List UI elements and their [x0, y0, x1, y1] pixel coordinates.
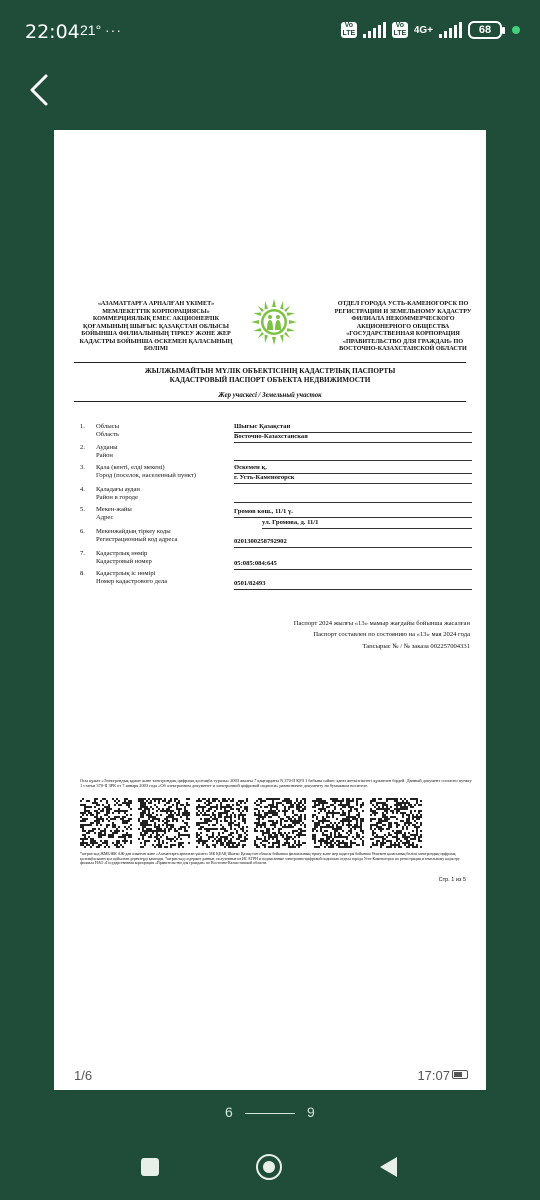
status-icons: [341, 21, 520, 39]
battery-icon: 68: [468, 21, 502, 39]
title-ru: КАДАСТРОВЫЙ ПАСПОРТ ОБЪЕКТА НЕДВИЖИМОСТИ: [169, 375, 371, 384]
status-temperature: 21°: [80, 22, 102, 38]
field-value: 0501/82493: [234, 580, 472, 590]
field-value: ул. Громова, д. 11/1: [262, 519, 472, 529]
signal-icon-2: [439, 22, 462, 38]
field-value: 0201300258792902: [234, 538, 472, 548]
document-subtitle: Жер учаскесі / Земельный участок: [74, 392, 466, 402]
pager-total: 9: [307, 1104, 315, 1120]
image-pager: [0, 1104, 540, 1124]
field-value: Громов көш., 11/1 ү.: [234, 508, 472, 518]
chevron-left-icon: [22, 70, 62, 110]
field-value: Восточно-Казахстанская: [234, 433, 472, 443]
pager-current: 6: [225, 1104, 233, 1120]
volte-icon: Vo LTE: [342, 22, 356, 37]
volte-icon-2: Vo LTE: [393, 22, 407, 37]
qr-code-icon: [370, 798, 422, 848]
home-button[interactable]: [256, 1154, 282, 1180]
back-button[interactable]: [22, 70, 62, 110]
qr-code-icon: [80, 798, 132, 848]
emblem-logo-icon: [250, 298, 298, 346]
barcode-row: [80, 798, 422, 848]
system-nav-bar: [0, 1140, 540, 1196]
viewer-time: 17:07: [417, 1068, 450, 1083]
field-value: Шығыс Қазақстан: [234, 423, 472, 433]
network-type: 4G+: [413, 24, 433, 36]
document-page[interactable]: «АЗАМАТТАРҒА АРНАЛҒАН ҮКІМЕТ» МЕМЛЕКЕТТІК КОРПОРАЦИЯСЫ» КОММЕРЦИЯЛЫҚ ЕМЕС АКЦИОНЕРЛІК ҚОҒАМЫНЫҢ ШЫҒЫС ҚАЗАҚСТАН ОБЛЫСЫ БОЙЫНША ФИЛИАЛЫНЫҢ ТІРКЕУ ЖӘНЕ ЖЕР КАДАСТРЫ БОЙЫНША ӨСКЕМЕН ҚАЛАСЫНЫҢ БӨЛІМІ ОТДЕЛ ГОРОДА УСТЬ-КАМЕНОГОРСК ПО РЕГИСТРАЦИИ И ЗЕМЕЛЬНОМУ КАДАСТРУ ФИЛИАЛА НЕКОММЕРЧЕСКОГО АКЦИОНЕРНОГО ОБЩЕСТВА «ГОСУДАРСТВЕННАЯ КОРПОРАЦИЯ «ПРАВИТЕЛЬСТВО ДЛЯ ГРАЖДАН» ПО ВОСТОЧНО-КАЗАХСТАНСКОЙ ОБЛАСТИ ЖЫЛЖЫМАЙТЫН МҮЛІК ОБЪЕКТІСІНІҢ КАДАСТРЛЫҚ ПАСПОРТЫ КАДАСТРОВЫЙ ПАСПОРТ ОБЪЕКТА НЕДВИЖИМОСТИ Жер учаскесі / Земельный участок 1. Облысы Область Шығыс Қазақстан Восточно-Казахстанская 2. Ауданы Район 3. Қала (кенті, елді мекені) Город (поселок, населенный пункт) Өскемен қ. г. Усть-Каменогорск 4. Қаладағы аудан Район в городе 5. Мекен-жайы Адрес Громов көш., 11/1 ү. ул. Громова, д. 11/1 6. Мекенжайдың тіркеу коды Регистрационный код адреса 0201300258792902 7. Кадастрлық нөмір Кадастровый номер 05:085:084:645 8. Кадастрлық іс нөмірі Номер кадастрового дела 0501/82493 Паспорт 2024 жылғы «13» мамыр жағдайы бойынша жасалған Паспорт составлен по состоянию на «13» мая 2024 года Тапсырыс № / № заказа 002257004331 Осы құжат «Электрондық құжат және электрондық цифрлық қолтаңба туралы» 2003 жылғы 7 қаңтардағы N 370-II ҚРЗ 1 бабына сәйкес қағаз жеткізгіштегі құжатпен бірдей. Данный документ согласно пункту 1 статьи 370-II ЗРК от 7 января 2003 года «Об электронном документе и электронной цифровой подписи» равнозначен документу на бумажном носителе. *штрих-код ЖМБ/ЖК АЖ-дан алынған және «Азаматтарға арналған үкімет» МК ҚЕАҚ Шығыс Қазақстан облысы бойынша филиалының тіркеу және жер кадастры бойынша Өскемен қаласының бөлімі электрондық-цифрлық қолтаңбасымен қол қойылған деректерді қамтиды. *штрих-код содержит данные, полученные из ИС ЕГРН и подписанные электронно-цифровой подписью отдела города Усть-Каменогорск по регистрации и земельному кадастру филиала НАО «Государственная корпорация «Правительство для граждан» по Восточно-Казахстанской области. Стр. 1 из 5 1/6 17:07: [54, 130, 486, 1090]
home-icon: [263, 1161, 275, 1173]
field-value: Өскемен қ.: [234, 464, 472, 474]
qr-code-icon: [254, 798, 306, 848]
qr-code-icon: [312, 798, 364, 848]
order-number: Тапсырыс № / № заказа 002257004331: [362, 643, 470, 650]
legal-notice: Осы құжат «Электрондық құжат және электрондық цифрлық қолтаңба туралы» 2003 жылғы 7 қаңтардағы N 370-II ҚРЗ 1 бабына сәйкес қағаз жеткізгіштегі құжатпен бірдей. Данный документ согласно пункту 1 статьи 370-II ЗРК от 7 января 2003 года «Об электронном документе и электронной цифровой подписи» равнозначен документу на бумажном носителе.: [80, 778, 472, 789]
signal-icon: [363, 22, 386, 38]
status-bar: [0, 0, 540, 64]
privacy-indicator-icon: [512, 26, 520, 34]
header-left: «АЗАМАТТАРҒА АРНАЛҒАН ҮКІМЕТ» МЕМЛЕКЕТТІК КОРПОРАЦИЯСЫ» КОММЕРЦИЯЛЫҚ ЕМЕС АКЦИОНЕРЛІК ҚОҒАМЫНЫҢ ШЫҒЫС ҚАЗАҚСТАН ОБЛЫСЫ БОЙЫНША ФИЛИАЛЫНЫҢ ТІРКЕУ ЖӘНЕ ЖЕР КАДАСТРЫ БОЙЫНША ӨСКЕМЕН ҚАЛАСЫНЫҢ БӨЛІМІ: [79, 300, 233, 352]
status-overflow-icon: ···: [105, 22, 122, 38]
viewer-battery-icon: [452, 1070, 468, 1079]
pager-divider: [245, 1113, 295, 1114]
field-value: г. Усть-Каменогорск: [234, 474, 472, 484]
statement-ru: Паспорт составлен по состоянию на «13» мая 2024 года: [313, 631, 470, 638]
qr-code-icon: [196, 798, 248, 848]
document-title: [74, 362, 466, 384]
nav-back-button[interactable]: [380, 1157, 397, 1177]
barcode-notice: *штрих-код ЖМБ/ЖК АЖ-дан алынған және «Азаматтарға арналған үкімет» МК ҚЕАҚ Шығыс Қазақстан облысы бойынша филиалының тіркеу және жер кадастры бойынша Өскемен қаласының бөлімі электрондық-цифрлық қолтаңбасымен қол қойылған деректерді қамтиды. *штрих-код содержит данные, полученные из ИС ЕГРН и подписанные электронно-цифровой подписью отдела города Усть-Каменогорск по регистрации и земельному кадастру филиала НАО «Государственная корпорация «Правительство для граждан» по Восточно-Казахстанской области.: [80, 852, 460, 866]
title-kz: ЖЫЛЖЫМАЙТЫН МҮЛІК ОБЪЕКТІСІНІҢ КАДАСТРЛЫҚ ПАСПОРТЫ: [144, 367, 396, 375]
status-time: 22:04: [25, 21, 80, 43]
qr-code-icon: [138, 798, 190, 848]
field-value: 05:085:084:645: [234, 560, 472, 570]
recent-apps-button[interactable]: [141, 1158, 159, 1176]
header-right: ОТДЕЛ ГОРОДА УСТЬ-КАМЕНОГОРСК ПО РЕГИСТРАЦИИ И ЗЕМЕЛЬНОМУ КАДАСТРУ ФИЛИАЛА НЕКОММЕРЧЕСКОГО АКЦИОНЕРНОГО ОБЩЕСТВА «ГОСУДАРСТВЕННАЯ КОРПОРАЦИЯ «ПРАВИТЕЛЬСТВО ДЛЯ ГРАЖДАН» ПО ВОСТОЧНО-КАЗАХСТАНСКОЙ ОБЛАСТИ: [334, 300, 472, 352]
page-label: Стр. 1 из 5: [438, 877, 466, 883]
viewer-page-count: 1/6: [74, 1068, 93, 1083]
statement-kz: Паспорт 2024 жылғы «13» мамыр жағдайы бойынша жасалған: [293, 620, 470, 627]
